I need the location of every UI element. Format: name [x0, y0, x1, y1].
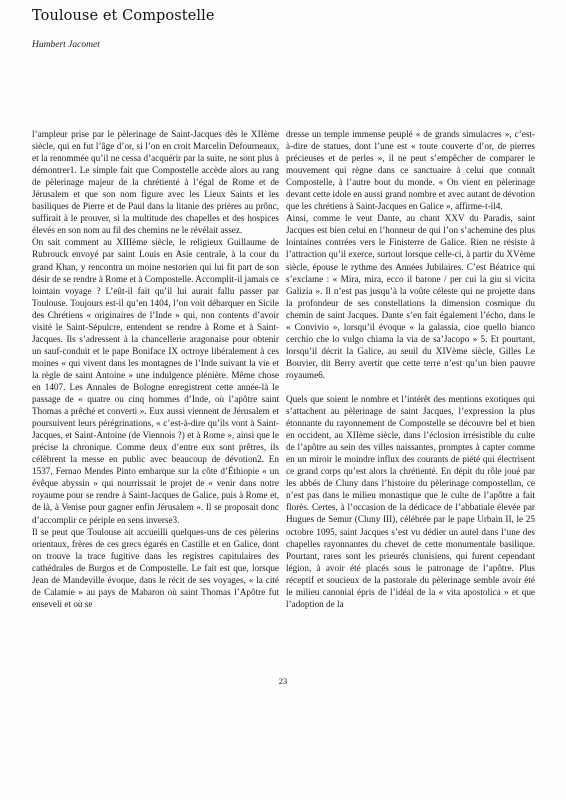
article-title: Toulouse et Compostelle [32, 8, 215, 24]
left-column [32, 128, 279, 610]
page-number: 23 [278, 676, 288, 686]
author-name: Humbert Jacomet [32, 40, 100, 50]
paragraph: l’ampleur prise par le pèlerinage de Saint-Jacques dès le XIIème siècle, qui en fut l’âge d’or, si l’on en croit Marcelin Defourneaux, et la renommée qu’il ne cessa d’acquérir par la suite, ne sont plus à démontrer1. Le simple fait que Compostelle accède alors au rang de pèlerinage majeur de la chrétienté à l’égal de Rome et de Jérusalem et que son nom figure avec les Lieux Saints et les basiliques de Pierre et de Paul dans la litanie des prières au prônc, suffirait à le prouver, si la multitude des chapelles et des hospices élevés en son nom au fil des chemins ne le révélait assez. [32, 129, 279, 236]
paragraph: Quels que soient le nombre et l’intérêt des mentions exotiques qui s’attachent au pèlerinage de saint Jacques, l’expression la plus étonnante du rayonnement de Compostelle se découvre bel et bien en occident, au XIIème siècle, dans l’éclosion irrésistible du culte de l’apôtre au sein des villes naissantes, promptes à capter comme en un miroir le moindre influx des courants de piété qui électrisent ce grand corps qu’est alors la chrétienté. En dépit du rôle joué par les abbés de Cluny dans l’histoire du pèlerinage compostellan, ce n’est pas dans le milieu monastique que le culte de l’apôtre a fait florès. Certes, à l’occasion de la dédicace de l’abbatiale élevée par Hugues de Semur (Cluny III), célébrée par le pape Urbain II, le 25 octobre 1095, saint Jacques s’est vu dédier un autel dans l’une des chapelles rayonnantes du chevet de cette monumentale basilique. Pourtant, rares sont les prieurés clunisiens, qui furent cependant légion, à avoir été placés sous le patronage de l’apôtre. Plus réceptif et soucieux de la pastorale du pèlerinage semble avoir été le milieu canonial épris de l’idéal de la « vita apostolica » et que l’adoption de la [286, 393, 535, 609]
paragraph: Ainsi, comme le veut Dante, au chant XXV du Paradis, saint Jacques est bien celui en l’honneur de qui l’on s’achemine des plus lointaines contrées vers le Finisterre de Galice. Rien ne résiste à l’attraction qu’il exerce, surtout lorsque celle-ci, à partir du XVème siècle, épouse le rythme des Années Jubilaires. C’est Béatrice qui s’exclame : « Mira, mira, ecco il barone / per cui la giu si vicita Galizia ». Il n’est pas jusqu’à la voûte céleste qui ne projette dans la profondeur de ses constellations la dimension cosmique du chemin de saint Jacques. Dante s’en fait également l’écho, dans le « Convivio », lorsqu’il évoque « la galassia, cioe quello bianco cerchio che lo vulgo chiama la via de sa’Jacopo » 5. Et pourtant, lorsqu’il décrit la Galice, au seuil du XIVème siècle, Gilles Le Bouvier, dit Berry avertit que cette terre n’est qu’un bien pauvre royaume6. [286, 213, 535, 380]
paragraph: On sait comment au XIIIème siècle, le religieux Guillaume de Rubrouck envoyé par saint Louis en Asie centrale, à la cour du grand Khan, y rencontra un moine nestorien qui lui fit part de son désir de se rendre à Rome et à Compostelle. Accomplit-il jamais ce lointain voyage ? L’eût-il fait qu’il lui aurait fallu passer par Toulouse. Toujours est-il qu’en 1404, l’on voit débarquer en Sicile des Chrétiens « originaires de l’Inde » qui, non contents d’avoir visité le Saint-Sépulcre, entendent se rendre à Rome et à Saint-Jacques. Ils s’adressent à la chancellerie aragonaise pour obtenir un sauf-conduit et le pape Boniface IX octroye libéralement à ces moines « qui vivent dans les montagnes de l’Inde suivant la vie et la règle de saint Antoine » une indulgence plénière. Même chose en 1407. Les Annales de Bologne enregistrent cette année-là le passage de « quatre ou cinq hommes d’Inde, où l’apôtre saint Thomas a prêché et converti ». Eux aussi viennent de Jérusalem et poursuivent leurs pérégrinations, « c’est-à-dire qu’ils vont à Saint-Jacques, et Saint-Antoine (de Viennois ?) et à Rome », ainsi que le précise la chronique. Comme deux d’entre eux sont prêtres, ils célèbrent la messe en public avec beaucoup de dévotion2. En 1537, Fernao Mendes Pinto embarque sur la côte d’Éthiopie « un évêque abyssin » qui nourrissait le projet de « venir dans notre royaume pour se rendre à Saint-Jacques de Galice, puis à Rome et, de là, à Venise pour gagner enfin Jérusalem ». Il se proposait donc d’accomplir ce périple en sens inverse3. [32, 237, 279, 525]
paragraph: dresse un temple immense peuplé « de grands simulacres », c’est-à-dire de statues, dont l’une est « toute couverte d’or, de pierres précieuses et de perles », il ne peut s’empêcher de comparer le mouvement qui règne dans ce sanctuaire à celui que connaît Compostelle, à l’autre bout du monde. « On vient en pèlerinage devant cette idole en aussi grand nombre et avec autant de dévotion que les chrétiens à Saint-Jacques en Galice », affirme-t-il4. [286, 129, 535, 212]
paragraph: Il se peut que Toulouse ait accueilli quelques-uns de ces pèlerins orientaux, frères de ces grecs égarés en Castille et en Galice, dont on trouve la trace fugitive dans les registres capitulaires des cathédrales de Burgos et de Compostelle. Le fait est que, lorsque Jean de Mandeville évoque, dans le récit de ses voyages, « la cité de Calamie » au pays de Mabaron où saint Thomas l’Apôtre fut enseveli et où se [32, 526, 279, 609]
right-column [286, 128, 535, 610]
